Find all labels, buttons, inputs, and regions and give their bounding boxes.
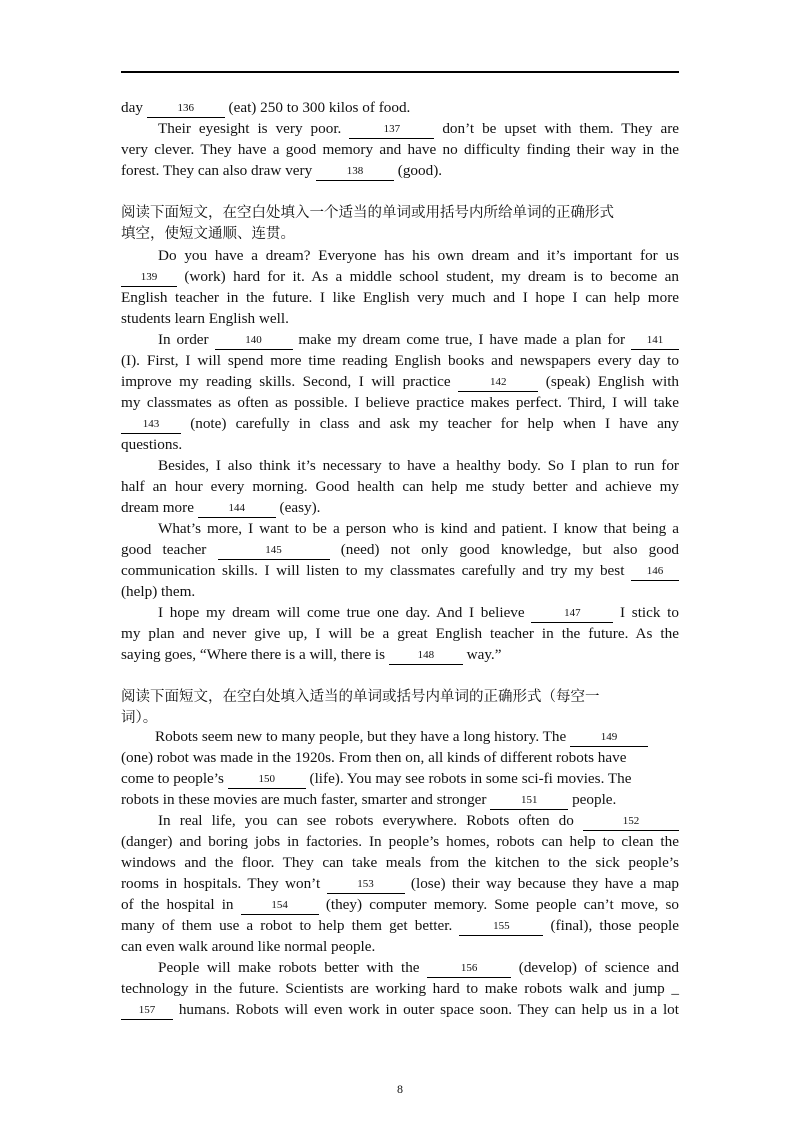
text-line: rooms in hospitals. They won’t 153 (lose) their way because they have a map xyxy=(121,875,680,892)
text-line: saying goes, “Where there is a will, there is 148 way.” xyxy=(121,646,502,663)
blank-157[interactable]: 157 xyxy=(121,1005,173,1020)
text-line: (I). First, I will spend more time reading English books and newspapers every day to xyxy=(121,352,679,369)
instruction-line: 词）。 xyxy=(121,710,158,726)
text-line: (danger) and boring jobs in factories. In people’s homes, robots can help to clean the xyxy=(121,833,679,850)
text-line: Do you have a dream? Everyone has his own dream and it’s important for us xyxy=(158,247,679,264)
blank-150[interactable]: 150 xyxy=(228,774,306,789)
text-line: People will make robots better with the 156 (develop) of science and xyxy=(158,959,680,976)
text-line: windows and the floor. They can take meals from the kitchen to the sick people’s xyxy=(121,854,679,871)
text-line: questions. xyxy=(121,436,183,453)
blank-153[interactable]: 153 xyxy=(327,879,405,894)
blank-144[interactable]: 144 xyxy=(198,503,276,518)
blank-147[interactable]: 147 xyxy=(531,608,613,623)
instruction-line: 阅读下面短文，在空白处填入适当的单词或括号内单词的正确形式（每空一 xyxy=(121,689,600,705)
text-line: come to people’s 150 (life). You may see robots in some sci-fi movies. The xyxy=(121,770,632,787)
blank-137[interactable]: 137 xyxy=(349,124,434,139)
blank-148[interactable]: 148 xyxy=(389,650,463,665)
text-line: technology in the future. Scientists are working hard to make robots walk and jump _ xyxy=(121,980,680,997)
blank-149[interactable]: 149 xyxy=(570,732,648,747)
text-line: many of them use a robot to help them get better. 155 (final), those people xyxy=(121,917,679,934)
instruction-line: 填空，使短文通顺、连贯。 xyxy=(121,226,295,242)
text-line: very clever. They have a good memory and have no difficulty finding their way in the xyxy=(121,141,679,158)
text-line: 157 humans. Robots will even work in outer space soon. They can help us in a lot xyxy=(121,999,679,1020)
text-line: Their eyesight is very poor. 137 don’t be upset with them. They are xyxy=(158,120,680,137)
text-line: good teacher 145 (need) not only good knowledge, but also good xyxy=(121,541,680,558)
blank-136[interactable]: 136 xyxy=(147,103,225,118)
blank-138[interactable]: 138 xyxy=(316,166,394,181)
blank-142[interactable]: 142 xyxy=(458,377,538,392)
blank-139[interactable]: 139 xyxy=(121,272,177,287)
text-line: (help) them. xyxy=(121,583,196,600)
blank-140[interactable]: 140 xyxy=(215,335,293,350)
text-line: half an hour every morning. Good health can help me study better and achieve my xyxy=(121,478,679,495)
text-line: day 136 (eat) 250 to 300 kilos of food. xyxy=(121,99,411,116)
text-line: my plan and never give up, I will be a great English teacher in the future. As the xyxy=(121,625,679,642)
blank-155[interactable]: 155 xyxy=(459,921,543,936)
blank-154[interactable]: 154 xyxy=(241,900,319,915)
text-line: forest. They can also draw very 138 (good). xyxy=(121,162,443,179)
text-line: In order 140 make my dream come true, I have made a plan for 141 xyxy=(158,329,679,350)
text-line: students learn English well. xyxy=(121,310,289,327)
text-line: What’s more, I want to be a person who is kind and patient. I know that being a xyxy=(158,520,679,537)
text-line: robots in these movies are much faster, smarter and stronger 151 people. xyxy=(121,791,617,808)
blank-152[interactable]: 152 xyxy=(583,816,679,831)
text-line: 143 (note) carefully in class and ask my teacher for help when I have any xyxy=(121,413,679,434)
header-rule xyxy=(121,71,679,73)
text-line: dream more 144 (easy). xyxy=(121,499,321,516)
text-line: I hope my dream will come true one day. And I believe 147 I stick to xyxy=(158,604,680,621)
instruction-line: 阅读下面短文，在空白处填入一个适当的单词或用括号内所给单词的正确形式 xyxy=(121,205,614,221)
page-number: 8 xyxy=(397,1082,403,1096)
blank-151[interactable]: 151 xyxy=(490,795,568,810)
blank-146[interactable]: 146 xyxy=(631,566,679,581)
text-line: can even walk around like normal people. xyxy=(121,938,376,955)
text-line: Besides, I also think it’s necessary to have a healthy body. So I plan to run for xyxy=(158,457,679,474)
text-line: improve my reading skills. Second, I will practice 142 (speak) English with xyxy=(121,373,680,390)
text-line: my classmates as often as possible. I believe practice makes perfect. Third, I will take xyxy=(121,394,679,411)
blank-141[interactable]: 141 xyxy=(631,335,679,350)
blank-143[interactable]: 143 xyxy=(121,419,181,434)
text-line: 139 (work) hard for it. As a middle school student, my dream is to become an xyxy=(121,266,679,287)
text-line: (one) robot was made in the 1920s. From then on, all kinds of different robots have xyxy=(121,749,627,766)
blank-145[interactable]: 145 xyxy=(218,545,330,560)
text-line: In real life, you can see robots everywhere. Robots often do 152 xyxy=(158,810,679,831)
blank-156[interactable]: 156 xyxy=(427,963,511,978)
text-line: of the hospital in 154 (they) computer memory. Some people can’t move, so xyxy=(121,896,679,913)
text-line: English teacher in the future. I like English very much and I hope I can help more xyxy=(121,289,679,306)
text-line: communication skills. I will listen to my classmates carefully and try my best 146 xyxy=(121,560,679,581)
text-line: Robots seem new to many people, but they have a long history. The 149 xyxy=(155,726,679,747)
